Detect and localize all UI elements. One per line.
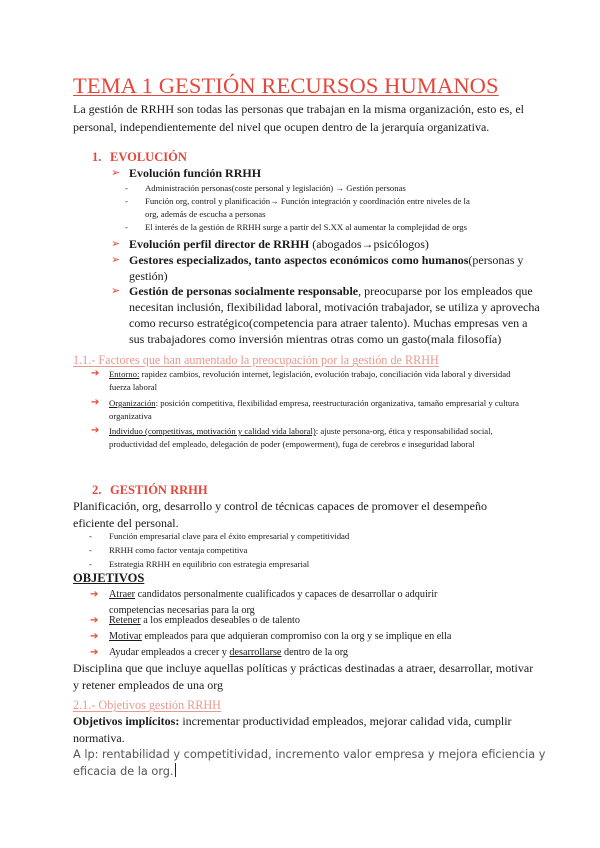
section-2-definition: Planificación, org, desarrollo y control de técnicas capaces de promover el desempeño eficiente del personal. — [73, 499, 487, 530]
list-item: ➔ Retener a los empleados deseables o de talento — [109, 613, 529, 629]
section-1-heading — [92, 150, 187, 165]
dash-icon: - — [89, 559, 92, 569]
list-item: - RRHH como factor ventaja competitiva — [89, 545, 248, 555]
subsection-2-1-heading: 2.1.- Objetivos gestión RRHH — [73, 698, 221, 712]
page-title: TEMA 1 GESTIÓN RECURSOS HUMANOS — [73, 73, 499, 98]
list-item: ➔ Atraer candidatos personalmente cualificados y capaces de desarrollar o adquirir competencias necesarias para la org — [90, 589, 438, 616]
dash-icon: - — [125, 183, 128, 193]
list-item: ➔ Individuo (competitivas, motivación y calidad vida laboral): ajuste persona-org, ética y responsabilidad social, productividad del empleado, delegación de poder (empowerment), fuga de cerebros e inseguridad laboral — [91, 425, 493, 449]
objectives-summary: Disciplina que que incluye aquellas políticas y prácticas destinadas a atraer, desarrollar, motivar y retener empleados de una org — [73, 661, 534, 692]
arrow-right-icon: ➔ — [90, 589, 99, 600]
list-item: ➔ Ayudar empleados a crecer y desarrollarse dentro de la org — [109, 645, 549, 661]
dash-icon: - — [89, 545, 92, 555]
handwritten-note: A lp: rentabilidad y competitividad, incremento valor empresa y mejora eficiencia y eficacia de la org. — [73, 748, 546, 778]
section-1-title: EVOLUCIÓN — [110, 150, 187, 164]
section-2-number: 2. — [92, 483, 102, 497]
list-item: ➔ Motivar empleados para que adquieran compromiso con la org y se implique en ella — [109, 629, 549, 645]
objectives-heading: OBJETIVOS — [73, 571, 145, 585]
arrow-bullet-icon: ➢ — [111, 285, 121, 297]
section-1-number: 1. — [92, 150, 102, 164]
dash-icon: - — [89, 531, 92, 541]
dash-icon: - — [125, 196, 128, 206]
arrow-right-icon: ➔ — [91, 425, 100, 436]
text-cursor — [175, 763, 176, 777]
list-item: ➢ Evolución perfil director de RRHH (abogados→psicólogos) — [111, 237, 429, 251]
arrow-right-icon: ➔ — [91, 397, 100, 408]
arrow-right-icon: ➔ — [90, 615, 99, 626]
list-item: - Administración personas(coste personal y legislación) → Gestión personas — [125, 183, 406, 193]
arrow-bullet-icon: ➢ — [111, 167, 121, 179]
subsection-1-1-heading: 1.1.- Factores que han aumentado la preocupación por la gestión de RRHH — [73, 353, 439, 367]
arrow-right-icon: ➔ — [90, 647, 99, 658]
list-item: ➢ Evolución función RRHH — [111, 166, 262, 180]
list-item: ➢ Gestores especializados, tanto aspectos económicos como humanos(personas y gestión) — [111, 253, 524, 283]
intro-paragraph: La gestión de RRHH son todas las personas que trabajan en la misma organización, esto es, el personal, independientemente del nivel que ocupen dentro de la jerarquía organizativa. — [73, 102, 524, 134]
section-2-title: GESTIÓN RRHH — [110, 483, 208, 497]
section-2-heading — [92, 483, 208, 498]
implicit-objectives: Objetivos implícitos: incrementar productividad empleados, mejorar calidad vida, cumplir normativa. — [73, 714, 512, 745]
list-item: ➔ Entorno: rapidez cambios, revolución internet, legislación, evolución trabajo, conciliación vida laboral y diversidad fuerza laboral — [91, 368, 511, 392]
list-item: - Función empresarial clave para el éxito empresarial y competitividad — [89, 531, 350, 541]
list-item: - Estrategia RRHH en equilibrio con estrategia empresarial — [89, 559, 310, 569]
list-item: - Función org, control y planificación→ Función integración y coordinación entre niveles de la org, además de escucha a personas — [125, 196, 470, 219]
list-item: - El interés de la gestión de RRHH surge a partir del S.XX al aumentar la complejidad de orgs — [125, 222, 467, 232]
arrow-right-icon: ➔ — [90, 631, 99, 642]
arrow-right-icon: ➔ — [91, 368, 100, 379]
arrow-bullet-icon: ➢ — [111, 254, 121, 266]
arrow-bullet-icon: ➢ — [111, 238, 121, 250]
list-item: ➔ Organización: posición competitiva, flexibilidad empresa, reestructuración organizativa, tamaño empresarial y cultura organizativa — [91, 397, 520, 421]
dash-icon: - — [125, 222, 128, 232]
list-item: ➢ Gestión de personas socialmente responsable, preocuparse por los empleados que necesitan inclusión, flexibilidad laboral, motivación trabajador, se utiliza y aprovecha como recurso estratégico(competencia para atraer talento). Muchas empresas ven a sus trabajadores como inversión mientras otras como un gasto(mala filosofía) — [111, 284, 540, 346]
